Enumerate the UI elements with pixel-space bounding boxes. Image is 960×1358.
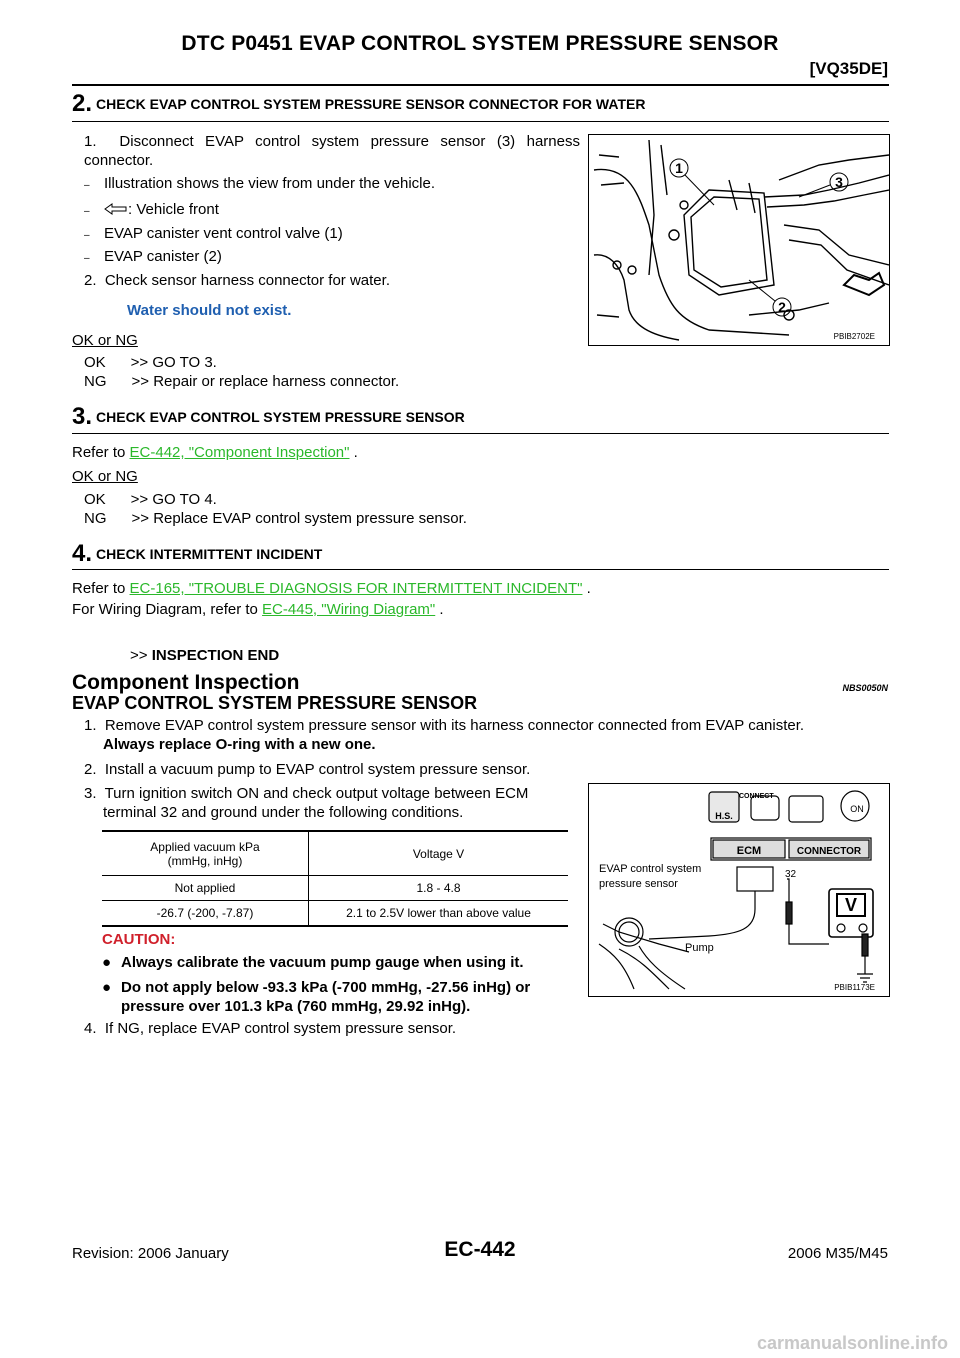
pump-label: Pump (685, 942, 714, 954)
svg-text:1: 1 (675, 160, 683, 176)
header-voltage: Voltage V (412, 846, 465, 861)
wiring-diagram-link[interactable]: EC-445, "Wiring Diagram" (262, 601, 436, 618)
section-title: Component Inspection (72, 671, 300, 694)
svg-text:3: 3 (835, 174, 843, 190)
note-canister: – EVAP canister (2) (84, 248, 222, 265)
step-4-refer: Refer to EC-165, "TROUBLE DIAGNOSIS FOR INTERMITTENT INCIDENT" . (72, 580, 591, 597)
table-row: Not applied 1.8 - 4.8 (102, 876, 568, 901)
caution-bullet-2: ● Do not apply below -93.3 kPa (-700 mmHg, -27.56 inHg) or pressure over 101.3 kPa (760 mmHg, 29.92 inHg). (102, 979, 531, 1015)
table-header-row (102, 831, 568, 876)
header-vacuum: Applied vacuum kPa (mmHg, inHg) (102, 831, 309, 876)
figure-code-1: PBIB2702E (833, 332, 875, 341)
canister-drawing (589, 135, 889, 345)
component-item-2: 2. Install a vacuum pump to EVAP control system pressure sensor. (84, 761, 531, 778)
pump-drawing (589, 784, 889, 996)
component-item-1: 1. Remove EVAP control system pressure sensor with its harness connector connected from EVAP canister. Always replace O-ring with a new one. (84, 717, 805, 753)
step-3-rule (72, 433, 889, 434)
component-item-3: 3. Turn ignition switch ON and check output voltage between ECM terminal 32 and ground under the following conditions. (84, 785, 529, 821)
intermittent-incident-link[interactable]: EC-165, "TROUBLE DIAGNOSIS FOR INTERMITTENT INCIDENT" (129, 580, 583, 597)
step-2-item-2: 2. Check sensor harness connector for water. (84, 272, 390, 289)
bullet-icon: ● (102, 954, 112, 971)
model-year: 2006 M35/M45 (787, 1245, 888, 1262)
header-rule (72, 84, 889, 86)
table-row: -26.7 (-200, -7.87) 2.1 to 2.5V lower than above value (102, 901, 568, 927)
sensor-label-1: EVAP control system (599, 863, 702, 875)
sensor-label-2: pressure sensor (599, 878, 678, 890)
inspection-end: >> INSPECTION END (130, 647, 280, 664)
vacuum-pump-illustration (588, 783, 890, 997)
step-2-heading: 2. CHECK EVAP CONTROL SYSTEM PRESSURE SENSOR CONNECTOR FOR WATER (72, 90, 646, 117)
water-spec: Water should not exist. (127, 302, 292, 319)
arrow-left-icon (104, 203, 128, 215)
note-vent-valve: – EVAP canister vent control valve (1) (84, 225, 343, 242)
wiring-refer: For Wiring Diagram, refer to EC-445, "Wiring Diagram" . (72, 601, 444, 618)
step-4-rule (72, 569, 889, 570)
step-4-heading: 4. CHECK INTERMITTENT INCIDENT (72, 540, 323, 567)
component-item-4: 4. If NG, replace EVAP control system pressure sensor. (84, 1020, 457, 1037)
component-inspection-link[interactable]: EC-442, "Component Inspection" (129, 444, 350, 461)
on-label: ON (850, 804, 864, 814)
step-2-ok: OK >> GO TO 3. (84, 354, 217, 371)
revision-date: Revision: 2006 January (72, 1245, 229, 1262)
bullet-icon: ● (102, 979, 112, 996)
step-3-okng: OK or NG (72, 468, 138, 485)
subsection-title: EVAP CONTROL SYSTEM PRESSURE SENSOR (72, 693, 478, 713)
ecm-label: ECM (736, 845, 762, 857)
svg-text:2: 2 (778, 299, 786, 315)
step-2-okng: OK or NG (72, 332, 138, 349)
step-3-ok: OK >> GO TO 4. (84, 491, 217, 508)
caution-label: CAUTION: (102, 931, 176, 948)
step-3-heading: 3. CHECK EVAP CONTROL SYSTEM PRESSURE SENSOR (72, 403, 465, 430)
step-2-item-1: 1. Disconnect EVAP control system pressure sensor (3) harness connector. (84, 133, 580, 169)
note-front: – : Vehicle front (84, 201, 219, 218)
caution-bullet-1: ● Always calibrate the vacuum pump gauge when using it. (102, 954, 524, 971)
figure-code-2: PBIB1173E (834, 983, 875, 992)
step-2-ng: NG >> Repair or replace harness connector. (84, 373, 400, 390)
page-title: DTC P0451 EVAP CONTROL SYSTEM PRESSURE SENSOR (181, 32, 779, 55)
page-number: EC-442 (444, 1238, 516, 1261)
step-2-rule (72, 121, 889, 122)
connect-label: CONNECT (739, 793, 774, 800)
canister-illustration (588, 134, 890, 346)
section-code: NBS0050N (842, 683, 888, 693)
voltmeter-icon: V (844, 895, 858, 915)
watermark: carmanualsonline.info (756, 1333, 948, 1353)
terminal-label: 32 (785, 869, 797, 880)
connector-label: CONNECTOR (796, 846, 862, 857)
voltage-table (102, 830, 568, 927)
step-3-refer: Refer to EC-442, "Component Inspection" . (72, 444, 358, 461)
note-view: – Illustration shows the view from under the vehicle. (84, 175, 435, 192)
hs-label: H.S. (715, 811, 733, 821)
step-3-ng: NG >> Replace EVAP control system pressure sensor. (84, 510, 467, 527)
engine-tag: [VQ35DE] (809, 59, 888, 78)
